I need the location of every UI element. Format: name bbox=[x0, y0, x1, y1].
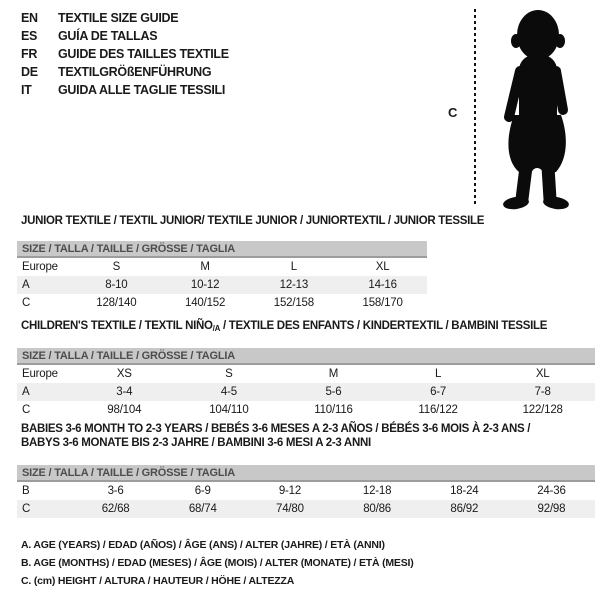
legend-line-b: B. AGE (MONTHS) / EDAD (MESES) / ÂGE (MOIS) / ALTER (MONATE) / ETÀ (MESI) bbox=[21, 557, 414, 569]
table-cell: 4-5 bbox=[220, 386, 237, 398]
table-row-age-months bbox=[17, 482, 595, 500]
legend-line-a: A. AGE (YEARS) / EDAD (AÑOS) / ÂGE (ANS) / ALTER (JAHRE) / ETÀ (ANNI) bbox=[21, 539, 385, 551]
table-cell: 10-12 bbox=[190, 279, 220, 291]
table-cell: 7-8 bbox=[534, 386, 551, 398]
row-label: A bbox=[22, 386, 30, 398]
language-row-it bbox=[21, 81, 229, 99]
table-cell: 18-24 bbox=[450, 485, 479, 497]
table-row-height-cm bbox=[17, 401, 595, 419]
column-header: S bbox=[225, 368, 233, 380]
table-cell: 110/116 bbox=[314, 404, 353, 416]
row-label: C bbox=[22, 297, 31, 309]
table-cell: 3-4 bbox=[116, 386, 133, 398]
table-cell: 3-6 bbox=[107, 485, 124, 497]
table-cell: 140/152 bbox=[185, 297, 226, 309]
title-subscript: /A bbox=[212, 324, 221, 333]
language-list bbox=[21, 9, 229, 99]
table-row-age-years bbox=[17, 276, 427, 294]
language-code: IT bbox=[21, 83, 32, 97]
column-header: L bbox=[434, 368, 442, 380]
size-header-bar: SIZE / TALLA / TAILLE / GRÖSSE / TAGLIA bbox=[17, 465, 595, 482]
table-cell: 116/122 bbox=[418, 404, 458, 416]
table-cell: 86/92 bbox=[450, 503, 479, 515]
language-row-fr bbox=[21, 45, 229, 63]
table-cell: 152/158 bbox=[273, 297, 314, 309]
row-label: B bbox=[22, 485, 30, 497]
table-cell: 92/98 bbox=[537, 503, 566, 515]
height-measure-dotted-line bbox=[474, 9, 476, 206]
column-header: XL bbox=[375, 261, 390, 273]
language-row-en bbox=[21, 9, 229, 27]
table-cell: 80/86 bbox=[363, 503, 391, 515]
size-header-bar: SIZE / TALLA / TAILLE / GRÖSSE / TAGLIA bbox=[17, 241, 427, 258]
section-title-junior: JUNIOR TEXTILE / TEXTIL JUNIOR/ TEXTILE JUNIOR / JUNIORTEXTIL / JUNIOR TESSILE bbox=[21, 215, 485, 227]
table-cell: 6-9 bbox=[194, 485, 211, 497]
section-title-children bbox=[21, 320, 547, 333]
language-row-es bbox=[21, 27, 229, 45]
column-header: XL bbox=[535, 368, 550, 380]
row-label: A bbox=[22, 279, 30, 291]
table-row-age-years bbox=[17, 383, 595, 401]
column-header: M bbox=[328, 368, 339, 380]
column-header: M bbox=[200, 261, 210, 273]
column-header-europe: Europe bbox=[22, 261, 58, 273]
table-cell: 128/140 bbox=[96, 297, 137, 309]
table-cell: 158/170 bbox=[362, 297, 403, 309]
language-code: EN bbox=[21, 11, 38, 25]
table-cell: 62/68 bbox=[101, 503, 130, 515]
row-label: C bbox=[22, 503, 31, 515]
column-header: S bbox=[112, 261, 121, 273]
language-label: GUIDA ALLE TAGLIE TESSILI bbox=[58, 83, 226, 97]
table-cell: 68/74 bbox=[188, 503, 217, 515]
legend-line-c: C. (cm) HEIGHT / ALTURA / HAUTEUR / HÖHE / ALTEZZA bbox=[21, 575, 295, 587]
language-label: GUÍA DE TALLAS bbox=[58, 29, 158, 43]
size-table-children bbox=[17, 348, 595, 419]
size-table-babies bbox=[17, 465, 595, 518]
table-cell: 8-10 bbox=[105, 279, 128, 291]
size-table-junior bbox=[17, 241, 427, 312]
table-cell: 5-6 bbox=[325, 386, 342, 398]
measurement-legend bbox=[21, 536, 414, 590]
height-measure-label: C bbox=[448, 105, 458, 120]
table-row-height-cm bbox=[17, 500, 595, 518]
table-header-row bbox=[17, 365, 595, 383]
row-label: C bbox=[22, 404, 31, 416]
language-row-de bbox=[21, 63, 229, 81]
table-cell: 104/110 bbox=[209, 404, 249, 416]
column-header: L bbox=[290, 261, 297, 273]
title-line-1: BABIES 3-6 MONTH TO 2-3 YEARS / BEBÉS 3-6 MESES A 2-3 AÑOS / BÉBÉS 3-6 MOIS À 2-3 ANS / bbox=[21, 423, 531, 435]
title-text: CHILDREN'S TEXTILE / TEXTIL NIÑO bbox=[21, 320, 213, 332]
table-cell: 12-13 bbox=[279, 279, 309, 291]
table-header-row bbox=[17, 258, 427, 276]
table-cell: 14-16 bbox=[368, 279, 397, 291]
table-cell: 122/128 bbox=[522, 404, 563, 416]
table-cell: 9-12 bbox=[278, 485, 302, 497]
language-code: DE bbox=[21, 65, 38, 79]
toddler-silhouette-image bbox=[486, 5, 586, 213]
size-header-bar: SIZE / TALLA / TAILLE / GRÖSSE / TAGLIA bbox=[17, 348, 595, 365]
language-label: TEXTILGRÖßENFÜHRUNG bbox=[58, 65, 212, 79]
table-cell: 12-18 bbox=[362, 485, 392, 497]
title-line-2: BABYS 3-6 MONATE BIS 2-3 JAHRE / BAMBINI 3-6 MESI A 2-3 ANNI bbox=[21, 437, 371, 449]
language-code: ES bbox=[21, 29, 38, 43]
language-label: TEXTILE SIZE GUIDE bbox=[58, 11, 179, 25]
language-label: GUIDE DES TAILLES TEXTILE bbox=[58, 47, 229, 61]
table-cell: 74/80 bbox=[276, 503, 304, 515]
table-cell: 24-36 bbox=[537, 485, 566, 497]
column-header: XS bbox=[116, 368, 132, 380]
table-row-height-cm bbox=[17, 294, 427, 312]
section-title-babies bbox=[21, 422, 530, 450]
title-text: / TEXTILE DES ENFANTS / KINDERTEXTIL / BAMBINI TESSILE bbox=[220, 320, 548, 332]
table-cell: 98/104 bbox=[107, 404, 142, 416]
table-cell: 6-7 bbox=[430, 386, 447, 398]
column-header-europe: Europe bbox=[22, 368, 58, 380]
language-code: FR bbox=[21, 47, 38, 61]
